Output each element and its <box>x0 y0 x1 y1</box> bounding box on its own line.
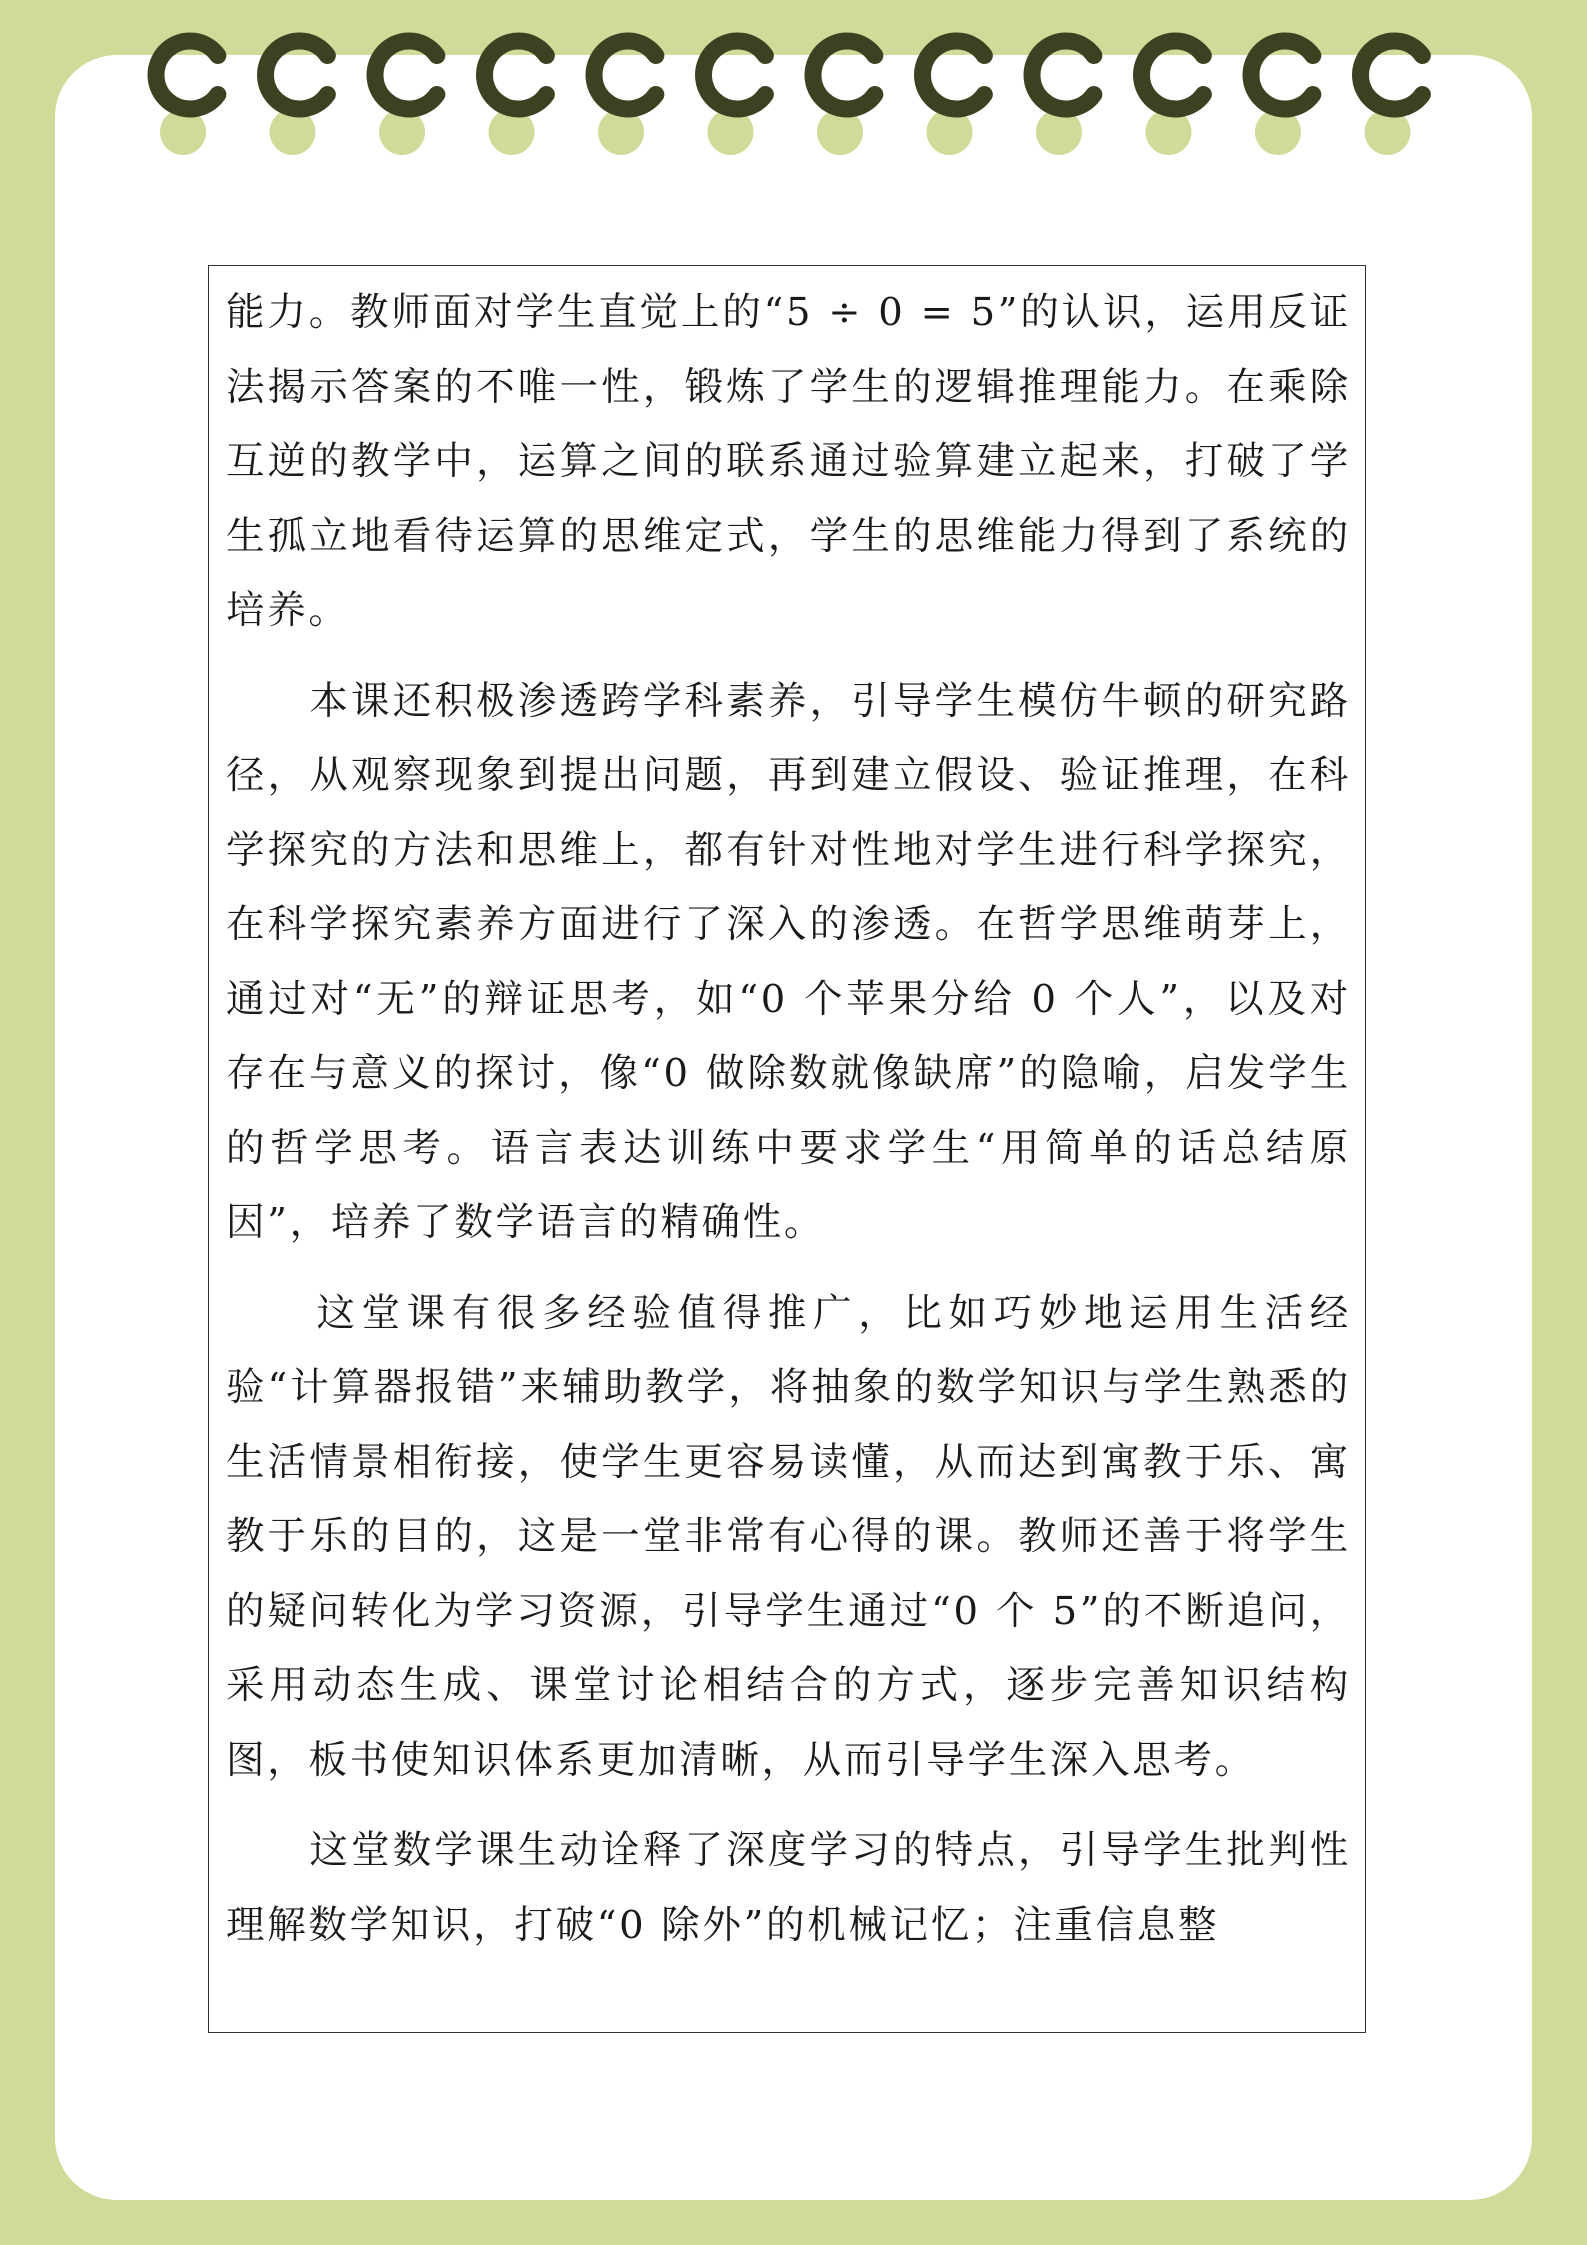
paragraph-1: 能力。教师面对学生直觉上的“5 ÷ 0 = 5”的认识，运用反证法揭示答案的不唯一性，锻炼了学生的逻辑推理能力。在乘除互逆的教学中，运算之间的联系通过验算建立起来，打破了学生孤立地看待运算的思维定式，学生的思维能力得到了系统的培养。 <box>226 290 1351 633</box>
paragraph-3: 这堂课有很多经验值得推广，比如巧妙地运用生活经验“计算器报错”来辅助教学，将抽象的数学知识与学生熟悉的生活情景相衔接，使学生更容易读懂，从而达到寓教于乐、寓教于乐的目的，这是一堂非常有心得的课。教师还善于将学生的疑问转化为学习资源，引导学生通过“0 个 5”的不断追问，采用动态生成、课堂讨论相结合的方式，逐步完善知识结构图，板书使知识体系更加清晰，从而引导学生深入思考。 <box>226 1290 1351 1783</box>
paragraph-2: 本课还积极渗透跨学科素养，引导学生模仿牛顿的研究路径，从观察现象到提出问题，再到建立假设、验证推理，在科学探究的方法和思维上，都有针对性地对学生进行科学探究，在科学探究素养方面进行了深入的渗透。在哲学思维萌芽上，通过对“无”的辩证思考，如“0 个苹果分给 0 个人”，以及对存在与意义的探讨，像“0 做除数就像缺席”的隐喻，启发学生的哲学思考。语言表达训练中要求学生“用简单的话总结原因”，培养了数学语言的精确性。 <box>226 678 1351 1245</box>
paragraph-4: 这堂数学课生动诠释了深度学习的特点，引导学生批判性理解数学知识，打破“0 除外”的机械记忆；注重信息整 <box>226 1828 1351 1948</box>
text-frame <box>208 265 1366 2033</box>
